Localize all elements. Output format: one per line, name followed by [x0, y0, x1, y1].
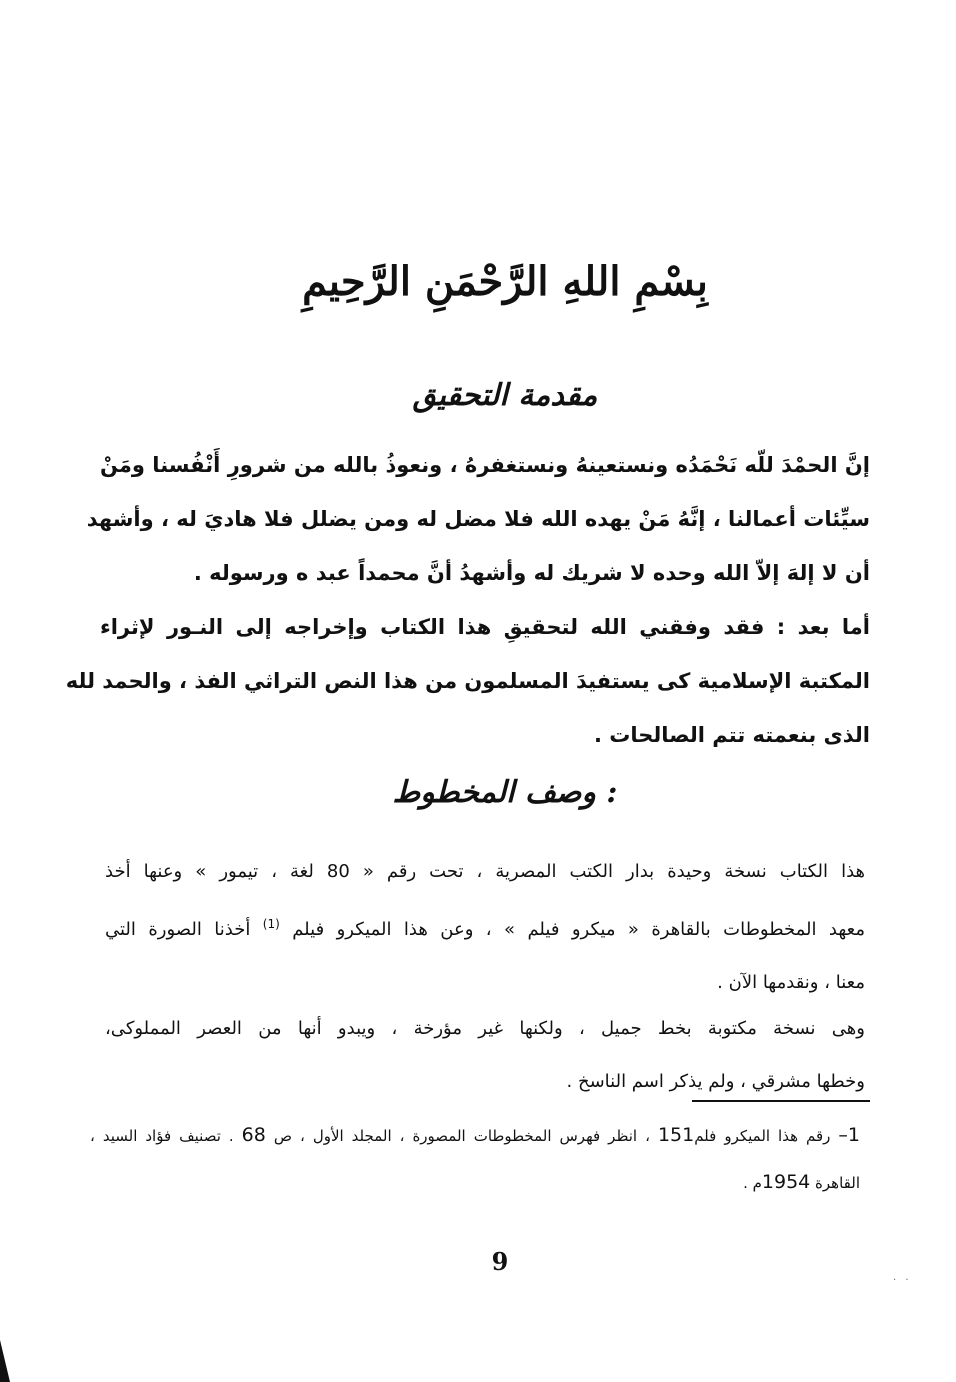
footnote-text-e: . تصنيف فؤاد السيد ، [90, 1127, 242, 1145]
basmala-calligraphy: بِسْمِ اللهِ الرَّحْمَنِ الرَّحِيمِ [302, 258, 708, 305]
footnote-text-c: ، انظر فهرس المخطوطات المصورة ، المجلد الأول ، ص [265, 1127, 658, 1145]
desc-line-3: معنا ، ونقدمها الآن . [717, 972, 865, 993]
desc-line-2a: معهد المخطوطات بالقاهرة « ميكرو فيلم » ، وعن هذا الميكرو فيلم [292, 919, 865, 940]
manuscript-script-paragraph [105, 1002, 865, 1108]
footnote-page-ref: 68 [241, 1124, 266, 1146]
scan-corner-mark [0, 1340, 10, 1382]
desc2-line-1: وهى نسخة مكتوبة بخط جميل ، ولكنها غير مؤرخة ، ويبدو أنها من العصر المملوكى، [105, 1018, 865, 1039]
intro-line-1: إنَّ الحمْدَ للّه نَحْمَدُه ونستعينهُ ونستغفرهُ ، ونعوذُ بالله من شرورِ أَنْفُسنا ومَنْ [100, 453, 870, 477]
footnote-film-number: 151 [657, 1124, 695, 1146]
page-number: 9 [491, 1247, 509, 1276]
para2-line-1 [100, 600, 870, 654]
intro-line-3: أن لا إلهَ إلاّ الله وحده لا شريك له وأشهدُ أنَّ محمداً عبد ه ورسوله . [193, 561, 870, 585]
desc-line-2b: أخذنا الصورة التي [105, 919, 251, 940]
desc2-line-2: وخطها مشرقي ، ولم يذكر اسم الناسخ . [566, 1071, 865, 1092]
para2-line-3: الذى بنعمته تتم الصالحات . [594, 723, 870, 747]
footnote-line-1 [90, 1112, 860, 1159]
footnote-line-2 [90, 1159, 860, 1206]
para2-line-2: المكتبة الإسلامية كى يستفيدَ المسلمون من هذا النص التراثي الفذ ، والحمد لله [65, 669, 870, 693]
footnote-reference[interactable]: (1) [262, 917, 280, 931]
footnote-city: القاهرة [810, 1174, 860, 1192]
footnote [90, 1112, 860, 1206]
footnote-end: م . [743, 1174, 762, 1192]
footnote-year: 1954 [761, 1171, 811, 1193]
footnote-number: 1– [838, 1124, 861, 1146]
heading-introduction: مقدمة التحقيق [412, 378, 598, 413]
para2-lead: أما بعد [797, 615, 871, 639]
heading-manuscript-description: وصف المخطوط : [392, 775, 618, 810]
para2-line-1-text: : فقد وفقني الله لتحقيقِ هذا الكتاب وإخراجه إلى النـور لإثراء [100, 615, 798, 639]
scan-specks: . . [893, 1272, 912, 1283]
intro-line-2: سيِّئات أعمالنا ، إنَّهُ مَنْ يهده الله فلا مضل له ومن يضلل فلا هاديَ له ، وأشهد [86, 507, 870, 531]
desc-line-1: هذا الكتاب نسخة وحيدة بدار الكتب المصرية ، تحت رقم « 80 لغة ، تيمور » وعنها أخذ [105, 861, 866, 882]
after-praise-paragraph [65, 600, 871, 762]
intro-paragraph [86, 438, 870, 600]
desc-line-2 [105, 898, 865, 956]
manuscript-description-paragraph [105, 845, 865, 1009]
footnote-divider [692, 1100, 870, 1102]
footnote-text-a: رقم هذا الميكرو فلم [694, 1127, 839, 1145]
